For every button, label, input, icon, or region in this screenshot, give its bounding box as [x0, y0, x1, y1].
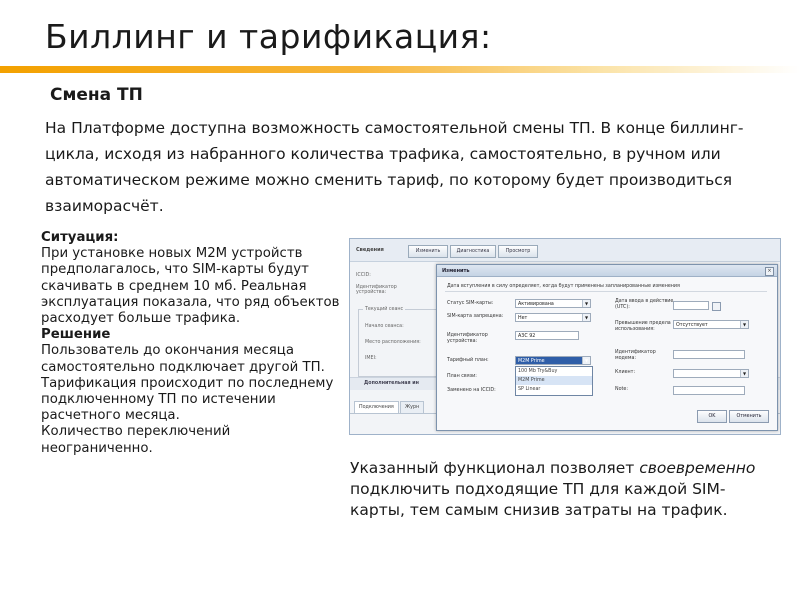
- slide-title: Биллинг и тарификация:: [45, 17, 492, 56]
- dialog-divider: [445, 291, 767, 292]
- tariff-option[interactable]: M2M Prime: [516, 376, 592, 385]
- modem-id-input[interactable]: [673, 350, 745, 359]
- sim-status-select[interactable]: [515, 299, 591, 308]
- tariff-option[interactable]: 100 Mb Try&Buy: [518, 369, 558, 374]
- diagnostics-button[interactable]: Диагностика: [450, 245, 496, 258]
- app-screenshot: [349, 238, 781, 435]
- client-label: Клиент:: [615, 370, 636, 375]
- additional-info-label: Дополнительная ин: [364, 381, 419, 386]
- tariff-option[interactable]: SP Linear: [518, 387, 541, 392]
- summary-part-2: подключить подходящие ТП для каждой SIM-карты, тем самым снизив затраты на трафик.: [350, 480, 728, 519]
- dialog-title: Изменить: [442, 268, 470, 274]
- sim-status-value: Активирована: [518, 302, 554, 307]
- situation-text: При установке новых M2M устройств предполагалось, что SIM-карты будут скачивать в среднем 10 мб. Реальная эксплуатация показала, что ряд объектов расходует больше трафика.: [41, 246, 340, 327]
- accent-divider: [0, 66, 800, 73]
- location-label: Место расположения:: [365, 340, 421, 345]
- iccid-label: ICCID:: [356, 273, 371, 278]
- tariff-plan-value: M2M Prime: [518, 359, 545, 364]
- current-session-label: Текущий сеанс: [365, 307, 404, 312]
- device-id-label: Идентификатор устройства:: [356, 285, 397, 295]
- chevron-down-icon: ▼: [582, 357, 590, 364]
- sim-blocked-label: SIM-карта запрещена:: [447, 314, 504, 319]
- section-subtitle: Смена ТП: [50, 85, 143, 105]
- chevron-down-icon: ▼: [582, 300, 590, 307]
- calendar-icon[interactable]: [712, 302, 721, 311]
- tab-journal[interactable]: Журн: [400, 401, 424, 414]
- note-input[interactable]: [673, 386, 745, 395]
- cancel-button[interactable]: Отменить: [729, 410, 769, 423]
- chevron-down-icon: ▼: [740, 370, 748, 377]
- tab-connections[interactable]: Подключения: [354, 401, 399, 414]
- details-toolbar: [350, 239, 780, 262]
- sim-blocked-value: Нет: [518, 316, 528, 321]
- situation-block: [41, 230, 341, 457]
- session-start-label: Начало сеанса:: [365, 324, 404, 329]
- situation-heading: Ситуация:: [41, 230, 119, 245]
- device-id-input[interactable]: A3C 92: [515, 331, 579, 340]
- edit-button[interactable]: Изменить: [408, 245, 448, 258]
- close-icon[interactable]: ×: [765, 267, 774, 276]
- intro-paragraph: На Платформе доступна возможность самостоятельной смены ТП. В конце биллинг-цикла, исходя из набранного количества трафика, самостоятельно, в ручном или автоматическом режиме можно сменить тариф, по которому будет производиться взаиморасчёт.: [45, 119, 744, 215]
- note-label: Note:: [615, 387, 628, 392]
- summary-emphasis: своевременно: [639, 459, 756, 477]
- device-id-field-label: Идентификатор устройства:: [447, 333, 488, 344]
- usage-limit-select[interactable]: [673, 320, 749, 329]
- client-select[interactable]: [673, 369, 749, 378]
- dialog-titlebar: [437, 265, 777, 277]
- edit-dialog: [436, 264, 778, 431]
- usage-limit-value: Отсутствует: [676, 323, 708, 328]
- sim-blocked-select[interactable]: [515, 313, 591, 322]
- ok-button[interactable]: OK: [697, 410, 727, 423]
- replaced-iccid-label: Заменено на ICCID:: [447, 388, 496, 393]
- tariff-plan-label: Тарифный план:: [447, 358, 489, 363]
- summary-part-1: Указанный функционал позволяет: [350, 459, 640, 477]
- effective-date-label: Дата ввода в действие (UTC):: [615, 299, 674, 310]
- sim-status-label: Статус SIM-карты:: [447, 301, 494, 306]
- solution-heading: Решение: [41, 327, 111, 343]
- current-session-fieldset: [358, 309, 446, 377]
- modem-id-label: Идентификатор модема:: [615, 350, 656, 361]
- details-label: Сведения: [356, 247, 384, 253]
- usage-limit-label: Превышение предела использования:: [615, 321, 671, 332]
- solution-text-3: Количество переключений неограниченно.: [41, 424, 231, 456]
- dialog-note: Дата вступления в силу определяет, когда будут применены запланированные изменения: [447, 284, 680, 289]
- effective-date-input[interactable]: [673, 301, 709, 310]
- tariff-dropdown-list: [515, 366, 593, 396]
- solution-text-1: Пользователь до окончания месяца самостоятельно подключает другой ТП.: [41, 343, 325, 375]
- chevron-down-icon: ▼: [582, 314, 590, 321]
- chevron-down-icon: ▼: [740, 321, 748, 328]
- view-button[interactable]: Просмотр: [498, 245, 538, 258]
- tariff-plan-select[interactable]: [515, 356, 591, 365]
- solution-text-2: Тарификация происходит по последнему подключенному ТП по истечении расчетного месяца.: [41, 375, 334, 424]
- comm-plan-label: План связи:: [447, 374, 477, 379]
- imei-label: IMEI:: [365, 356, 377, 361]
- summary-paragraph: [350, 458, 770, 521]
